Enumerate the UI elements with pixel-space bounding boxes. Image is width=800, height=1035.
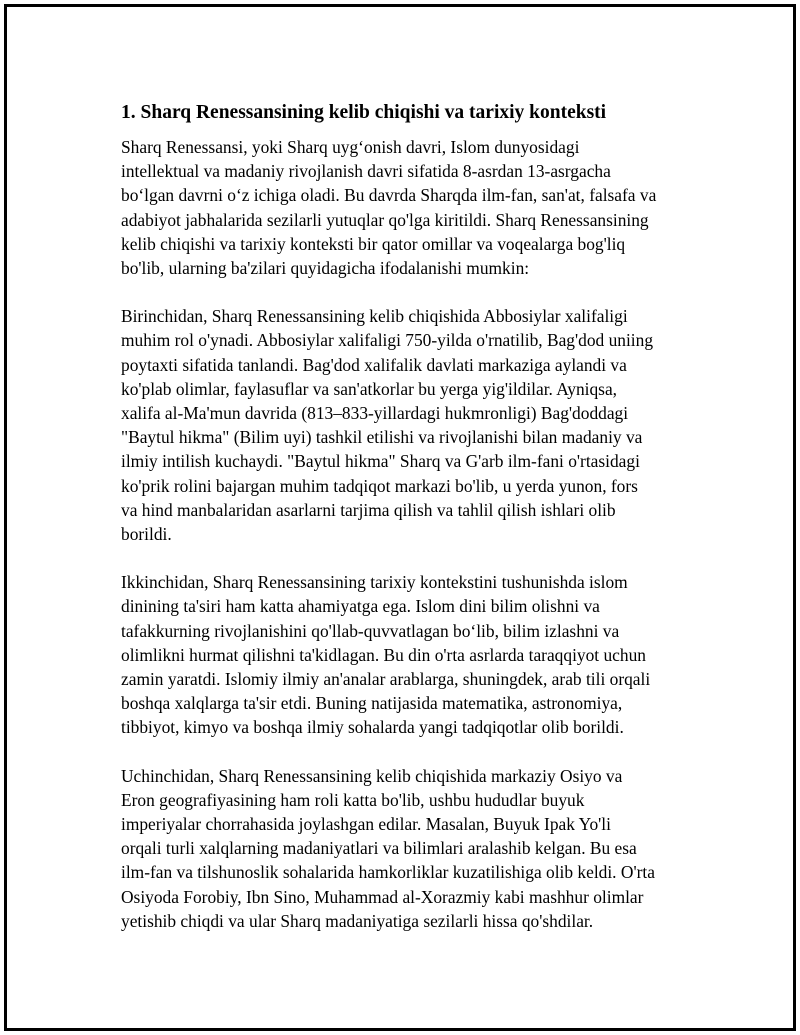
text-line: Birinchidan, Sharq Renessansining kelib chiqishida Abbosiylar xalifaligi [121,306,628,327]
text-line: bo‘lgan davrni o‘z ichiga oladi. Bu davrda Sharqda ilm-fan, san'at, falsafa va [121,185,657,206]
text-line: ko'prik rolini bajargan muhim tadqiqot markazi bo'lib, u yerda yunon, fors [121,475,638,496]
text-line: olimlikni hurmat qilishni ta'kidlagan. Bu din o'rta asrlarda taraqqiyot uchun [121,644,646,665]
text-line: kelib chiqishi va tarixiy konteksti bir qator omillar va voqealarga bog'liq [121,233,626,254]
text-line: orqali turli xalqlarning madaniyatlari va bilimlari aralashib kelgan. Bu esa [121,838,637,859]
text-line: tafakkurning rivojlanishini qo'llab-quvvatlagan bo‘lib, bilim izlashni va [121,620,620,641]
section-heading: 1. Sharq Renessansining kelib chiqishi va tarixiy konteksti [121,102,607,123]
paragraph [121,304,701,546]
page-frame [4,4,796,1031]
text-line: "Baytul hikma" (Bilim uyi) tashkil etilishi va rivojlanishi bilan madaniy va [121,427,643,448]
text-line: ilm-fan va tilshunoslik sohalarida hamkorliklar kuzatilishiga olib keldi. O'rta [121,862,655,883]
text-line: boshqa xalqlarga ta'sir etdi. Buning natijasida matematika, astronomiya, [121,693,623,714]
text-line: yetishib chiqdi va ular Sharq madaniyatiga sezilarli hissa qo'shdilar. [121,910,594,931]
paragraph [121,135,701,280]
paragraph [121,570,701,739]
text-line: va hind manbalaridan asarlarni tarjima qilish va tahlil qilish ishlari olib [121,499,616,520]
text-line: imperiyalar chorrahasida joylashgan edilar. Masalan, Buyuk Ipak Yo'li [121,814,611,835]
text-line: Eron geografiyasining ham roli katta bo'lib, ushbu hududlar buyuk [121,789,585,810]
text-line: ilmiy intilish kuchaydi. "Baytul hikma" Sharq va G'arb ilm-fani o'rtasidagi [121,451,640,472]
text-line: dinining ta'siri ham katta ahamiyatga ega. Islom dini bilim olishni va [121,596,600,617]
text-line: poytaxti sifatida tanlandi. Bag'dod xalifalik davlati markaziga aylandi va [121,354,627,375]
text-line: Sharq Renessansi, yoki Sharq uyg‘onish davri, Islom dunyosidagi [121,137,580,157]
paragraph-list [121,135,701,933]
text-line: adabiyot jabhalarida sezilarli yutuqlar qo'lga kiritildi. Sharq Renessansining [121,209,649,230]
paragraph [121,764,701,933]
text-line: intellektual va madaniy rivojlanish davri sifatida 8-asrdan 13-asrgacha [121,161,611,182]
text-line: borildi. [121,524,172,545]
text-line: muhim rol o'ynadi. Abbosiylar xalifaligi 750-yilda o'rnatilib, Bag'dod uniing [121,330,654,351]
text-line: xalifa al-Ma'mun davrida (813–833-yillardagi hukmronligi) Bag'doddagi [121,403,629,424]
text-line: tibbiyot, kimyo va boshqa ilmiy sohalarda yangi tadqiqotlar olib borildi. [121,717,624,738]
text-line: Ikkinchidan, Sharq Renessansining tarixiy kontekstini tushunishda islom [121,572,628,593]
text-line: Osiyoda Forobiy, Ibn Sino, Muhammad al-Xorazmiy kabi mashhur olimlar [121,886,644,907]
document-body [121,99,701,957]
text-line: Uchinchidan, Sharq Renessansining kelib chiqishida markaziy Osiyo va [121,765,623,786]
text-line: bo'lib, ularning ba'zilari quyidagicha ifodalanishi mumkin: [121,258,530,279]
text-line: ko'plab olimlar, faylasuflar va san'atkorlar bu yerga yig'ildilar. Ayniqsa, [121,378,618,399]
text-line: zamin yaratdi. Islomiy ilmiy an'analar arablarga, shuningdek, arab tili orqali [121,669,651,690]
